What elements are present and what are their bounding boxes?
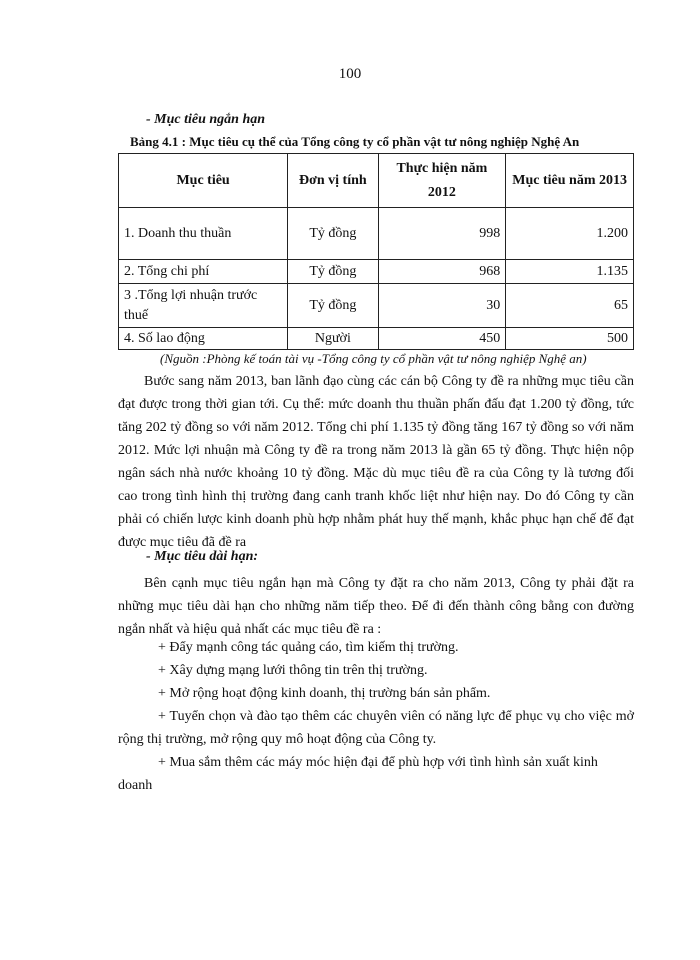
table-caption: Bảng 4.1 : Mục tiêu cụ thể của Tổng công ty cổ phần vật tư nông nghiệp Nghệ An xyxy=(130,134,580,149)
long-term-bullet: + Đẩy mạnh công tác quảng cáo, tìm kiếm thị trường. xyxy=(158,640,459,655)
header-actual-2012: Thực hiện năm 2012 xyxy=(378,154,506,208)
header-target: Mục tiêu xyxy=(119,154,288,208)
cell-actual-2012: 968 xyxy=(378,260,506,284)
short-term-heading: - Mục tiêu ngắn hạn xyxy=(146,112,266,127)
cell-goal-2013: 1.135 xyxy=(506,260,634,284)
short-term-paragraph: Bước sang năm 2013, ban lãnh đạo cùng các cán bộ Công ty đề ra những mục tiêu cần đạt được trong thời gian tới. Cụ thể: mức doanh thu thuần phấn đấu đạt 1.200 tỷ đồng, tức tăng 202 tỷ đồng so với năm 2012. Tổng chi phí 1.135 tỷ đồng tăng 167 tỷ đồng so với năm 2012. Mức lợi nhuận mà Công ty đề ra trong năm 2013 là gần 65 tỷ đồng. Thực hiện nộp ngân sách nhà nước khoảng 10 tỷ đồng. Mặc dù mục tiêu đề ra của Công ty là tương đối cao trong tình hình thị trường đang canh tranh khốc liệt như hiện nay. Do đó Công ty cần phải có chiến lược kinh doanh phù hợp nhằm phát huy thế mạnh, khắc phục hạn chế để đạt được mục tiêu đã đề ra xyxy=(118,374,634,550)
table-row xyxy=(119,208,634,260)
cell-actual-2012: 30 xyxy=(378,284,506,328)
cell-unit: Tỷ đồng xyxy=(288,260,378,284)
table-header-row xyxy=(119,154,634,208)
cell-target: 1. Doanh thu thuần xyxy=(119,208,288,260)
long-term-paragraph: Bên cạnh mục tiêu ngắn hạn mà Công ty đặt ra cho năm 2013, Công ty phải đặt ra những mục tiêu dài hạn cho những năm tiếp theo. Để đi đến thành công bằng con đường ngắn nhất và hiệu quả nhất các mục tiêu đề ra : xyxy=(118,576,634,637)
long-term-bullet: + Mua sắm thêm các máy móc hiện đại để phù hợp với tình hình sản xuất kinh doanh xyxy=(118,755,598,793)
cell-unit: Tỷ đồng xyxy=(288,284,378,328)
cell-goal-2013: 1.200 xyxy=(506,208,634,260)
header-unit: Đơn vị tính xyxy=(288,154,378,208)
header-goal-2013: Mục tiêu năm 2013 xyxy=(506,154,634,208)
table-source-note: (Nguồn :Phòng kế toán tài vụ -Tổng công ty cổ phần vật tư nông nghiệp Nghệ an) xyxy=(160,351,587,366)
table-row xyxy=(119,284,634,328)
cell-target: 4. Số lao động xyxy=(119,328,288,350)
goals-table xyxy=(118,153,634,350)
cell-unit: Tỷ đồng xyxy=(288,208,378,260)
cell-actual-2012: 450 xyxy=(378,328,506,350)
page-number: 100 xyxy=(338,66,362,82)
table-row xyxy=(119,260,634,284)
cell-goal-2013: 500 xyxy=(506,328,634,350)
cell-target: 3 .Tổng lợi nhuận trước thuế xyxy=(119,284,288,328)
cell-target: 2. Tổng chi phí xyxy=(119,260,288,284)
long-term-bullet: + Tuyển chọn và đào tạo thêm các chuyên viên có năng lực để phục vụ cho việc mở rộng thị trường, mở rộng quy mô hoạt động của Công ty. xyxy=(118,709,634,747)
long-term-heading: - Mục tiêu dài hạn: xyxy=(146,549,259,564)
long-term-bullet: + Mở rộng hoạt động kinh doanh, thị trường bán sản phẩm. xyxy=(158,686,491,701)
cell-unit: Người xyxy=(288,328,378,350)
long-term-bullet: + Xây dựng mạng lưới thông tin trên thị trường. xyxy=(158,663,428,678)
cell-actual-2012: 998 xyxy=(378,208,506,260)
table-row xyxy=(119,328,634,350)
cell-goal-2013: 65 xyxy=(506,284,634,328)
